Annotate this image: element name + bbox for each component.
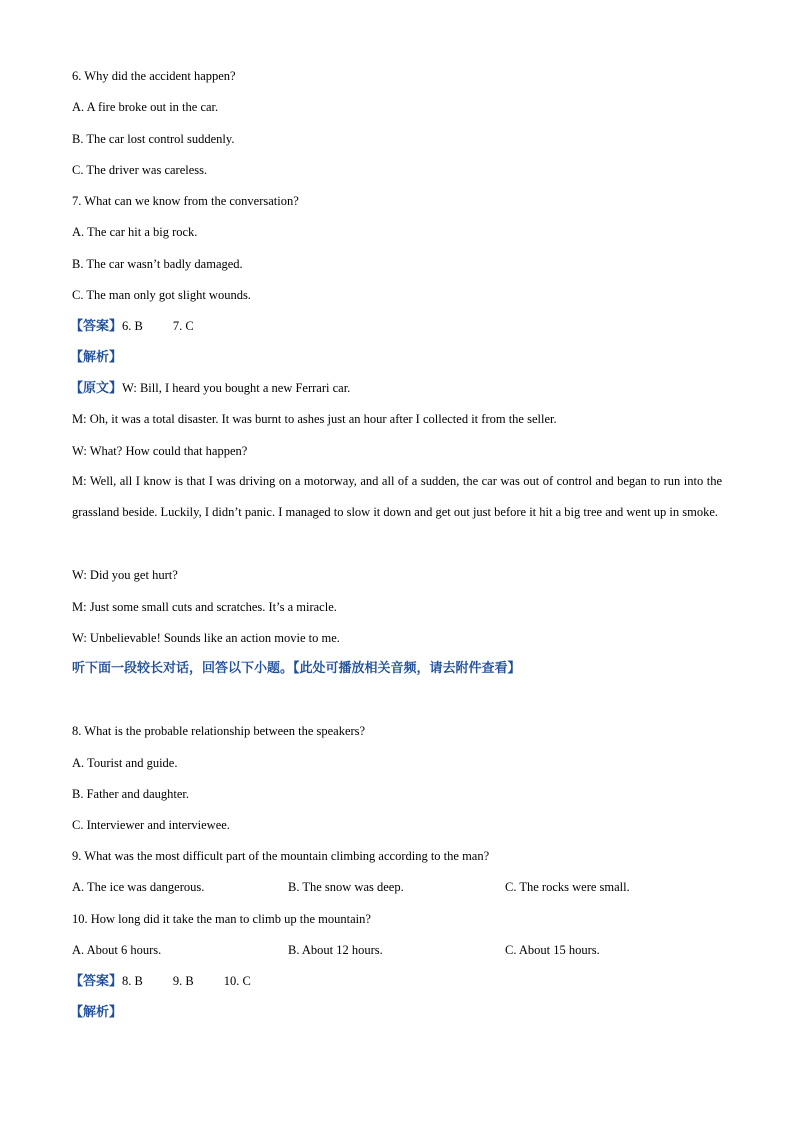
q7-option-b: B. The car wasn’t badly damaged. [72,257,243,271]
transcript-line-5: W: Did you get hurt? [72,568,178,582]
answer-7: 7. C [172,319,194,333]
transcript-line-1: 【原文】W: Bill, I heard you bought a new Ferrari car. [70,381,351,396]
transcript-line-2: M: Oh, it was a total disaster. It was burnt to ashes just an hour after I collected it from the seller. [72,412,557,426]
transcript-line-4: M: Well, all I know is that I was driving on a motorway, and all of a sudden, the car was out of control and began to run into the grassland beside. Luckily, I didn’t panic. I managed to slow it down and get out just before it hit a big tree and went up in smoke. [72,474,722,520]
q7-option-c: C. The man only got slight wounds. [72,288,251,302]
q6-option-b: B. The car lost control suddenly. [72,132,235,146]
analysis-tag-2: 【解析】 [70,1005,123,1020]
q10-option-a: A. About 6 hours. [72,943,162,957]
question-6: 6. Why did the accident happen? [72,69,236,83]
q6-option-c: C. The driver was careless. [72,163,208,177]
question-8: 8. What is the probable relationship between the speakers? [72,724,366,738]
answer-8: 8. B [122,974,143,988]
question-10: 10. How long did it take the man to climb up the mountain? [72,912,371,926]
question-9: 9. What was the most difficult part of the mountain climbing according to the man? [72,849,490,863]
answer-line-2 [70,973,251,990]
analysis-tag-1: 【解析】 [70,350,123,365]
listening-instruction: 听下面一段较长对话，回答以下小题。【此处可播放相关音频，请去附件查看】 [72,661,521,676]
q8-option-c: C. Interviewer and interviewee. [72,818,230,832]
answer-tag: 【答案】 [70,319,123,334]
transcript-line-7: W: Unbelievable! Sounds like an action movie to me. [72,631,340,645]
transcript-line-6: M: Just some small cuts and scratches. It’s a miracle. [72,600,337,614]
q8-option-a: A. Tourist and guide. [72,756,178,770]
answer-6: 6. B [122,319,143,333]
q9-option-c: C. The rocks were small. [505,880,630,894]
q10-option-b: B. About 12 hours. [288,943,383,957]
q9-option-b: B. The snow was deep. [288,880,404,894]
q7-option-a: A. The car hit a big rock. [72,225,198,239]
question-7: 7. What can we know from the conversation? [72,194,299,208]
transcript-tag: 【原文】 [70,381,123,396]
answer-9: 9. B [172,974,194,988]
q10-option-c: C. About 15 hours. [505,943,600,957]
answer-10: 10. C [223,974,251,988]
q8-option-b: B. Father and daughter. [72,787,189,801]
q6-option-a: A. A fire broke out in the car. [72,100,219,114]
transcript-line-3: W: What? How could that happen? [72,444,248,458]
q9-option-a: A. The ice was dangerous. [72,880,205,894]
answer-line-1 [70,318,194,335]
answer-tag-2: 【答案】 [70,974,123,989]
